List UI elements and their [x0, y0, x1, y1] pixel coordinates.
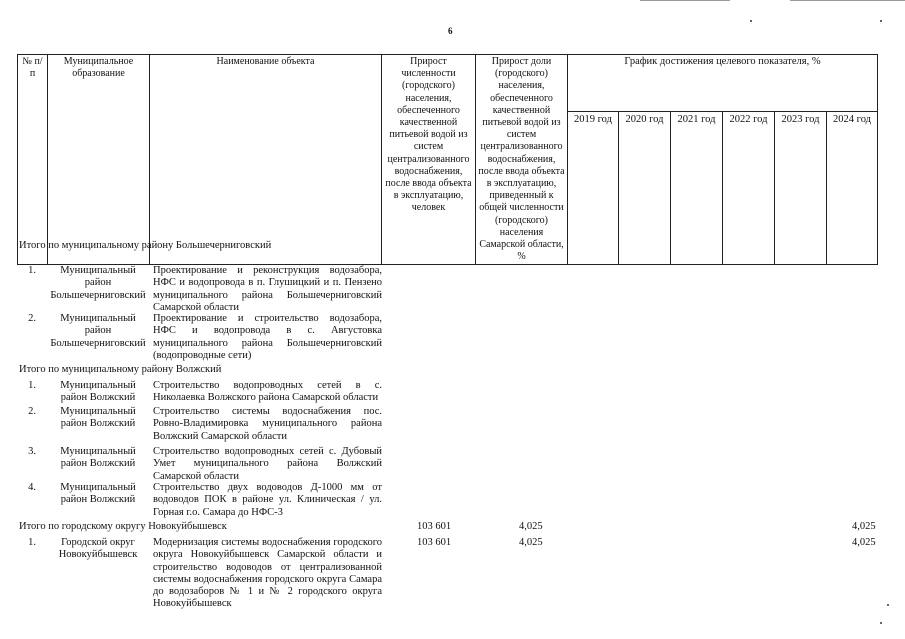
row-municipality: Городской округ Новокуйбышевск [58, 537, 138, 561]
scan-speck [880, 20, 882, 22]
section-total-title: Итого по городскому округу Новокуйбышевск [19, 521, 227, 532]
row-municipality: Муниципальный район Волжский [60, 482, 136, 506]
row-people: 103 601 [417, 537, 452, 548]
section-total-title: Итого по муниципальному району Волжский [19, 364, 222, 375]
row-object: Модернизация системы водоснабжения городского округа Новокуйбышевск Самарской области и строительство водоводов от централизованной системы водоснабжения городского округа Самара до водозаборов № 1 и № 2 городского округа Новокуйбышевск [153, 537, 382, 610]
section-total-people: 103 601 [417, 521, 452, 532]
header-year: 2021 год [671, 112, 723, 265]
row-municipality: Муниципальный район Большечерниговский [50, 265, 146, 301]
row-number: 1. [28, 265, 36, 276]
row-municipality: Муниципальный район Волжский [60, 380, 136, 404]
row-number: 3. [28, 446, 36, 457]
page-number: 6 [448, 26, 453, 36]
scan-speck [880, 622, 882, 624]
row-number: 2. [28, 406, 36, 417]
header-year: 2022 год [723, 112, 775, 265]
row-object: Строительство водопроводных сетей с. Дубовый Умет муниципального района Волжский Самарской области [153, 446, 382, 482]
row-number: 4. [28, 482, 36, 493]
scan-speck [750, 20, 752, 22]
row-municipality: Муниципальный район Волжский [60, 406, 136, 430]
row-object: Строительство системы водоснабжения пос. Ровно-Владимировка муниципального района Волжский Самарской области [153, 406, 382, 442]
row-number: 1. [28, 537, 36, 548]
header-growth-share: Прирост доли (городского) населения, обеспеченного качественной питьевой водой из систем централизованного водоснабжения, после ввода объекта в эксплуатацию, приведенный к общей численности (городского) населения Самарской области, % [476, 55, 568, 265]
row-number: 1. [28, 380, 36, 391]
row-object: Проектирование и строительство водозабора, НФС и водопровода в с. Августовка муниципального района Большечерниговский (водопроводные сети) [153, 313, 382, 361]
row-share: 4,025 [519, 537, 543, 548]
row-2024: 4,025 [852, 537, 876, 548]
row-object: Проектирование и реконструкция водозабора, НФС и водопровода в п. Глушицкий и п. Пензено муниципального района Большечерниговский Самарской области [153, 265, 382, 313]
section-total-2024: 4,025 [852, 521, 876, 532]
header-year: 2020 год [619, 112, 671, 265]
row-municipality: Муниципальный район Волжский [60, 446, 136, 470]
table-header [17, 54, 878, 265]
section-total-share: 4,025 [519, 521, 543, 532]
header-schedule: График достижения целевого показателя, % [568, 55, 878, 112]
scan-edge-line [790, 0, 905, 1]
row-object: Строительство двух водоводов Д-1000 мм от водоводов ПОК в районе ул. Клиническая / ул. Горная г.о. Самара до НФС-3 [153, 482, 382, 518]
row-municipality: Муниципальный район Большечерниговский [50, 313, 146, 349]
header-growth-people: Прирост численности (городского) населения, обеспеченного качественной питьевой водой из систем централизованного водоснабжения, после ввода объекта в эксплуатацию, человек [382, 55, 476, 265]
scan-speck [887, 604, 889, 606]
header-object: Наименование объекта [150, 55, 382, 265]
header-municipality: Муниципальное образование [48, 55, 150, 265]
row-object: Строительство водопроводных сетей в с. Николаевка Волжского района Самарской области [153, 380, 382, 404]
section-total-title: Итого по муниципальному району Большечерниговский [19, 240, 272, 251]
scan-edge-line [640, 0, 730, 1]
header-num: № п/п [18, 55, 48, 265]
row-number: 2. [28, 313, 36, 324]
header-year: 2019 год [568, 112, 619, 265]
header-year: 2023 год [775, 112, 827, 265]
header-year: 2024 год [827, 112, 878, 265]
